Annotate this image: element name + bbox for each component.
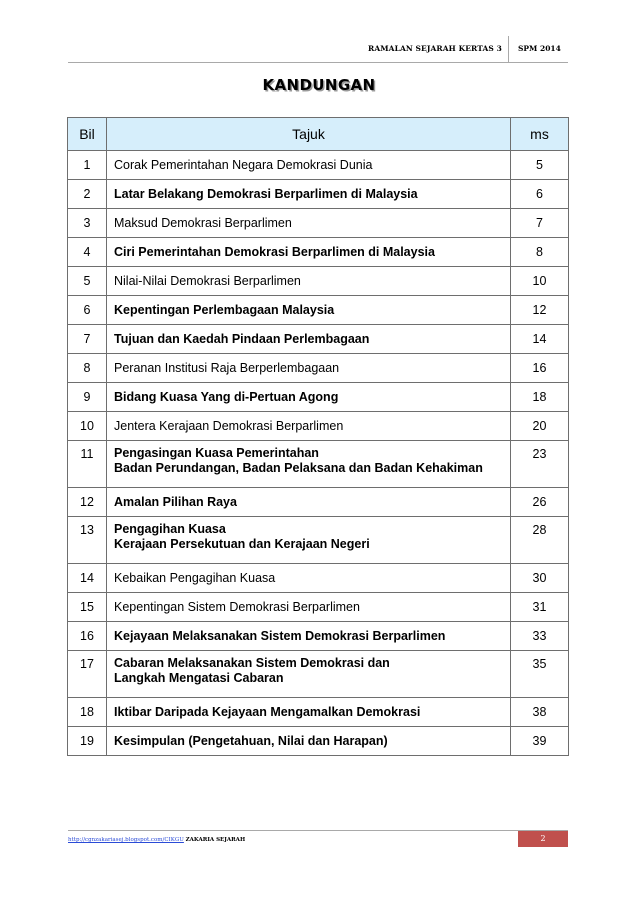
row-topic [107,267,511,296]
row-page-number: 18 [511,383,569,412]
table-row [68,267,569,296]
row-page-number: 33 [511,622,569,651]
column-header-tajuk: Tajuk [107,118,511,151]
row-topic [107,238,511,267]
row-number: 5 [68,267,107,296]
topic-line-2: Kerajaan Persekutuan dan Kerajaan Negeri [114,537,370,551]
footer-credit [68,837,245,843]
row-page-number: 14 [511,325,569,354]
row-page-number: 12 [511,296,569,325]
column-header-ms: ms [511,118,569,151]
table-row [68,238,569,267]
topic-line: Corak Pemerintahan Negara Demokrasi Dunia [114,157,373,172]
topic-line: Bidang Kuasa Yang di-Pertuan Agong [114,389,339,404]
row-topic [107,296,511,325]
topic-line: Kesimpulan (Pengetahuan, Nilai dan Harapan) [114,733,388,748]
topic-line: Pengagihan Kuasa [114,522,226,536]
row-page-number: 10 [511,267,569,296]
row-topic [107,488,511,517]
row-topic [107,151,511,180]
row-topic [107,727,511,756]
column-header-bil: Bil [68,118,107,151]
topic-line: Maksud Demokrasi Berparlimen [114,215,292,230]
row-topic [107,354,511,383]
row-number: 14 [68,564,107,593]
table-row [68,727,569,756]
table-row [68,151,569,180]
table-row [68,325,569,354]
table-row [68,517,569,564]
row-number: 2 [68,180,107,209]
row-number: 10 [68,412,107,441]
topic-line: Kejayaan Melaksanakan Sistem Demokrasi Berparlimen [114,628,446,643]
row-page-number: 39 [511,727,569,756]
topic-line-2: Badan Perundangan, Badan Pelaksana dan Badan Kehakiman [114,461,483,475]
row-page-number: 6 [511,180,569,209]
topic-line: Kepentingan Sistem Demokrasi Berparlimen [114,599,360,614]
row-number: 18 [68,698,107,727]
row-page-number: 35 [511,651,569,698]
row-page-number: 16 [511,354,569,383]
row-number: 6 [68,296,107,325]
running-header-exam: SPM 2014 [518,44,561,53]
row-topic [107,441,511,488]
contents-table [67,117,569,756]
row-number: 1 [68,151,107,180]
row-topic [107,325,511,354]
row-number: 7 [68,325,107,354]
table-row [68,296,569,325]
row-number: 3 [68,209,107,238]
row-topic [107,651,511,698]
row-page-number: 23 [511,441,569,488]
row-topic [107,698,511,727]
row-topic [107,593,511,622]
topic-line: Kebaikan Pengagihan Kuasa [114,570,276,585]
footer-blog-link[interactable]: http://cgnzakariasej.blogspot.com/CIKGU [68,837,184,843]
row-topic [107,412,511,441]
row-page-number: 38 [511,698,569,727]
row-page-number: 20 [511,412,569,441]
topic-line: Cabaran Melaksanakan Sistem Demokrasi dan [114,656,390,670]
row-page-number: 30 [511,564,569,593]
row-page-number: 7 [511,209,569,238]
row-number: 4 [68,238,107,267]
row-number: 12 [68,488,107,517]
table-row [68,622,569,651]
topic-line-2: Langkah Mengatasi Cabaran [114,671,284,685]
table-row [68,383,569,412]
topic-line: Peranan Institusi Raja Berperlembagaan [114,360,340,375]
table-row [68,412,569,441]
topic-line: Latar Belakang Demokrasi Berparlimen di Malaysia [114,186,418,201]
row-page-number: 31 [511,593,569,622]
topic-line: Nilai-Nilai Demokrasi Berparlimen [114,273,301,288]
table-row [68,651,569,698]
table-header-row [68,118,569,151]
topic-line: Ciri Pemerintahan Demokrasi Berparlimen di Malaysia [114,244,435,259]
row-number: 17 [68,651,107,698]
running-header-title: RAMALAN SEJARAH KERTAS 3 [368,44,502,53]
row-topic [107,209,511,238]
topic-line: Iktibar Daripada Kejayaan Mengamalkan Demokrasi [114,704,421,719]
table-row [68,180,569,209]
table-row [68,698,569,727]
row-page-number: 5 [511,151,569,180]
row-topic [107,622,511,651]
topic-line: Tujuan dan Kaedah Pindaan Perlembagaan [114,331,370,346]
row-number: 15 [68,593,107,622]
header-divider [508,36,509,62]
table-row [68,209,569,238]
table-body [68,151,569,756]
table-row [68,441,569,488]
row-page-number: 28 [511,517,569,564]
row-topic [107,564,511,593]
row-number: 8 [68,354,107,383]
topic-line: Amalan Pilihan Raya [114,494,237,509]
row-topic [107,383,511,412]
footer-rule [68,830,568,831]
table-row [68,354,569,383]
row-number: 11 [68,441,107,488]
row-page-number: 26 [511,488,569,517]
topic-line: Pengasingan Kuasa Pemerintahan [114,446,319,460]
row-topic [107,180,511,209]
page-number-badge: 2 [518,831,568,847]
topic-line: Jentera Kerajaan Demokrasi Berparlimen [114,418,344,433]
row-number: 19 [68,727,107,756]
row-number: 16 [68,622,107,651]
table-row [68,488,569,517]
row-number: 13 [68,517,107,564]
row-page-number: 8 [511,238,569,267]
row-number: 9 [68,383,107,412]
row-topic [107,517,511,564]
header-rule [68,62,568,63]
table-row [68,593,569,622]
footer-author: ZAKARIA SEJARAH [185,837,246,843]
table-row [68,564,569,593]
page-title: KANDUNGAN [262,76,376,94]
topic-line: Kepentingan Perlembagaan Malaysia [114,302,335,317]
